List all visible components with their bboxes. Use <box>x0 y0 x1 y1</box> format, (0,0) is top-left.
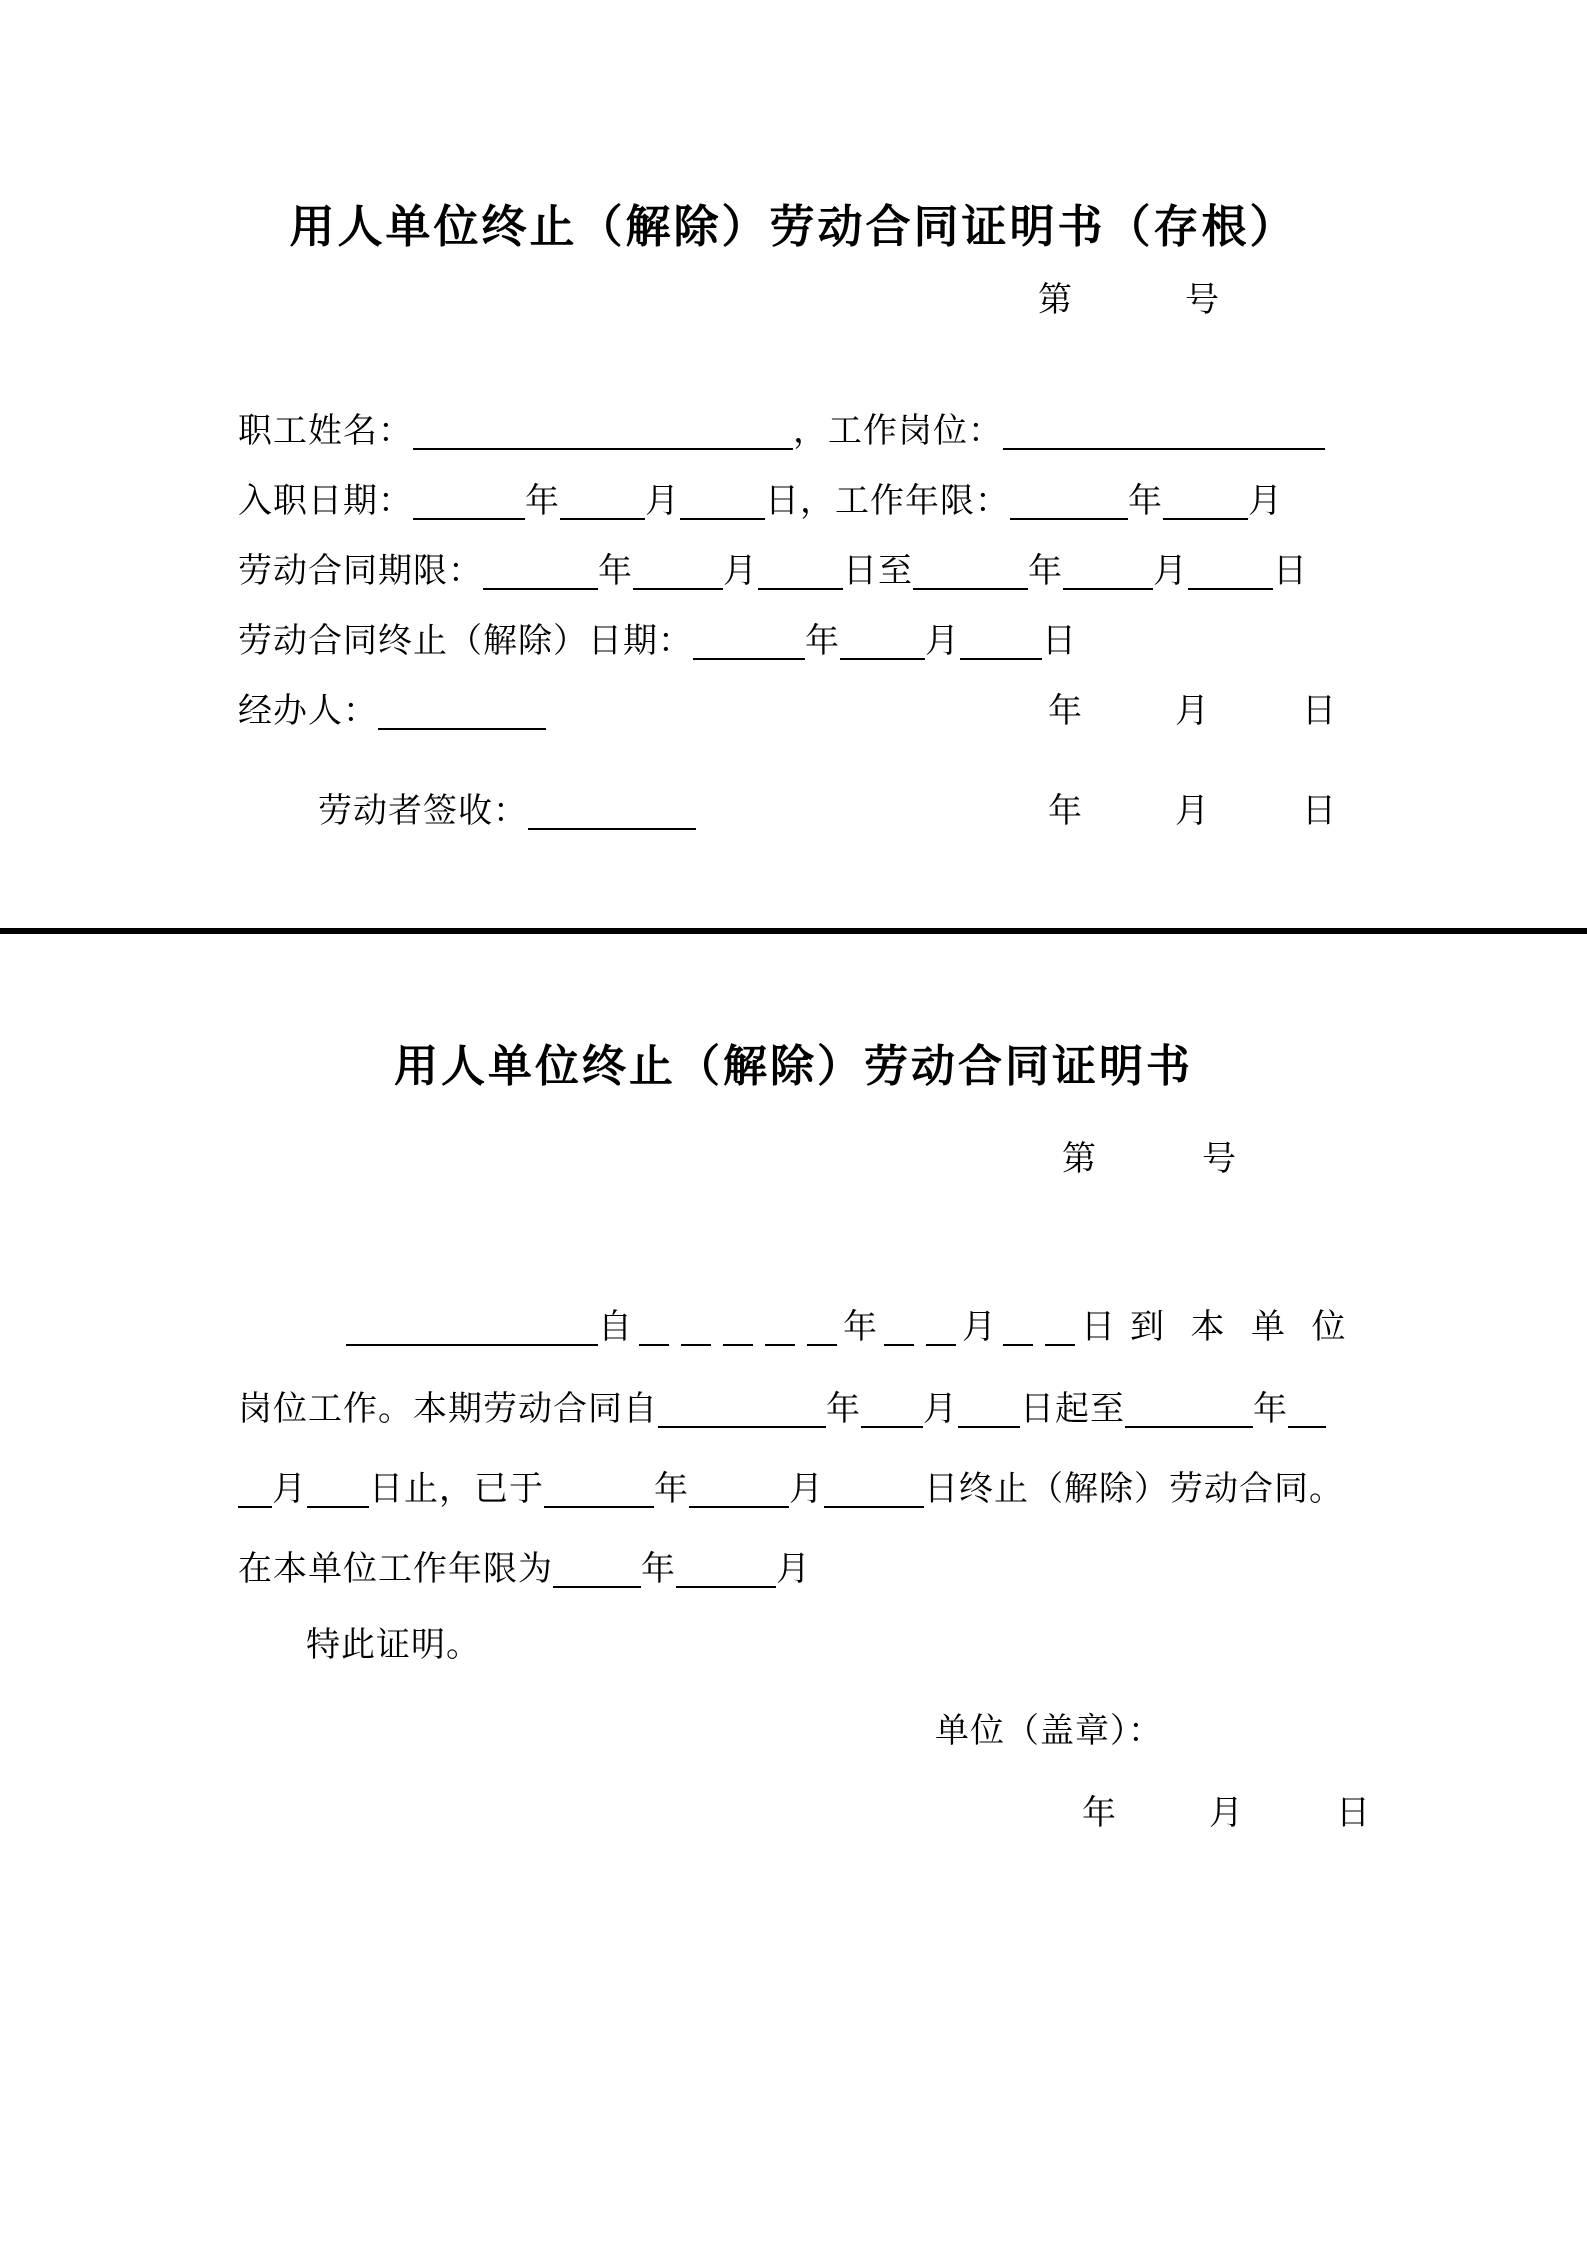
day-label: 日 <box>1302 793 1337 830</box>
cert-body-line3 <box>238 1470 1344 1510</box>
stub-number-prefix: 第 <box>1038 282 1073 319</box>
terminate-day-blank[interactable] <box>824 1472 924 1508</box>
year-label: 年 <box>805 623 840 660</box>
term-end-day-blank[interactable] <box>1188 554 1273 590</box>
stub-sign-date-line <box>1048 792 1337 832</box>
contract-start-year-blank[interactable] <box>658 1392 826 1428</box>
ended-on-text: 日止，已于 <box>369 1471 544 1508</box>
tenure-year-blank[interactable] <box>1010 484 1128 520</box>
day-label: 日 <box>1336 1795 1371 1832</box>
term-start-day-blank[interactable] <box>758 554 843 590</box>
stub-title: 用人单位终止（解除）劳动合同证明书（存根） <box>289 201 1298 252</box>
cert-date-line <box>1082 1794 1371 1834</box>
cert-body-line2 <box>238 1390 1326 1430</box>
term-start-year-blank[interactable] <box>483 554 598 590</box>
tenure-label: 工作年限： <box>835 483 1010 520</box>
start-year-blank[interactable] <box>765 1310 795 1346</box>
month-label: 月 <box>923 1391 958 1428</box>
hire-day-blank[interactable] <box>680 484 765 520</box>
cut-line-divider <box>0 928 1587 934</box>
termination-year-blank[interactable] <box>693 624 805 660</box>
contract-from-text: 岗位工作。本期劳动合同自 <box>238 1391 658 1428</box>
day-label: 日 <box>1081 1309 1116 1346</box>
year-label: 年 <box>1082 1795 1117 1832</box>
service-year-blank[interactable] <box>553 1552 641 1588</box>
termination-day-blank[interactable] <box>960 624 1042 660</box>
stub-sign-line <box>318 792 696 832</box>
month-label: 月 <box>1175 693 1210 730</box>
year-label: 年 <box>1028 553 1063 590</box>
job-position-blank[interactable] <box>1003 414 1325 450</box>
stub-number-line <box>1038 281 1220 321</box>
year-label: 年 <box>1048 693 1083 730</box>
worker-sign-blank[interactable] <box>528 794 696 830</box>
start-day-blank[interactable] <box>1045 1310 1075 1346</box>
month-label: 月 <box>1248 483 1283 520</box>
cert-number-prefix: 第 <box>1062 1141 1097 1178</box>
termination-month-blank[interactable] <box>840 624 925 660</box>
month-label: 月 <box>925 623 960 660</box>
stub-contract-term-line <box>238 552 1308 592</box>
day-label: 日 <box>1302 693 1337 730</box>
month-label: 月 <box>1209 1795 1244 1832</box>
terminated-text: 日终止（解除）劳动合同。 <box>924 1471 1344 1508</box>
employee-name-label: 职工姓名： <box>238 413 413 450</box>
cert-closing-line <box>306 1626 481 1666</box>
start-year-blank[interactable] <box>681 1310 711 1346</box>
contract-term-label: 劳动合同期限： <box>238 553 483 590</box>
term-start-month-blank[interactable] <box>633 554 723 590</box>
worker-sign-label: 劳动者签收： <box>318 793 528 830</box>
cert-name-blank[interactable] <box>346 1310 598 1346</box>
hereby-certify-text: 特此证明。 <box>306 1627 481 1664</box>
start-month-blank[interactable] <box>926 1310 956 1346</box>
cert-body-line1 <box>238 1308 1347 1348</box>
year-label: 年 <box>654 1471 689 1508</box>
unit-seal-label: 单位（盖章）： <box>935 1713 1163 1750</box>
start-day-blank[interactable] <box>1003 1310 1033 1346</box>
year-label: 年 <box>598 553 633 590</box>
day-label: 日 <box>1042 623 1077 660</box>
month-label: 月 <box>776 1551 811 1588</box>
contract-start-day-blank[interactable] <box>958 1392 1020 1428</box>
month-label: 月 <box>272 1471 307 1508</box>
joined-unit-text: 到 本 单 位 <box>1130 1309 1347 1346</box>
tenure-month-blank[interactable] <box>1163 484 1248 520</box>
service-years-text: 在本单位工作年限为 <box>238 1551 553 1588</box>
stub-handler-date-line <box>1048 692 1337 732</box>
start-year-blank[interactable] <box>723 1310 753 1346</box>
term-end-year-blank[interactable] <box>913 554 1028 590</box>
contract-end-day-blank[interactable] <box>307 1472 369 1508</box>
year-label: 年 <box>1048 793 1083 830</box>
hire-year-blank[interactable] <box>413 484 525 520</box>
cert-body-line4 <box>238 1550 811 1590</box>
until-text: 日起至 <box>1020 1391 1125 1428</box>
contract-end-month-blank-2[interactable] <box>238 1472 272 1508</box>
month-label: 月 <box>789 1471 824 1508</box>
day-label: 日 <box>843 553 878 590</box>
cert-number-line <box>1062 1140 1237 1180</box>
hire-date-label: 入职日期： <box>238 483 413 520</box>
year-label: 年 <box>641 1551 676 1588</box>
handler-label: 经办人： <box>238 693 378 730</box>
service-month-blank[interactable] <box>676 1552 776 1588</box>
stub-name-line <box>238 412 1325 452</box>
month-label: 月 <box>1153 553 1188 590</box>
cert-title: 用人单位终止（解除）劳动合同证明书 <box>394 1042 1193 1091</box>
month-label: 月 <box>723 553 758 590</box>
stub-hire-date-line <box>238 482 1283 522</box>
year-label: 年 <box>843 1309 878 1346</box>
term-end-month-blank[interactable] <box>1063 554 1153 590</box>
terminate-month-blank[interactable] <box>689 1472 789 1508</box>
stub-handler-line <box>238 692 546 732</box>
cert-number-suffix: 号 <box>1202 1141 1237 1178</box>
month-label: 月 <box>645 483 680 520</box>
start-month-blank[interactable] <box>884 1310 914 1346</box>
to-label: 至 <box>878 553 913 590</box>
zi-label: 自 <box>598 1309 633 1346</box>
day-label: 日 <box>1273 553 1308 590</box>
contract-end-year-blank[interactable] <box>1125 1392 1253 1428</box>
start-year-blank[interactable] <box>639 1310 669 1346</box>
employee-name-blank[interactable] <box>413 414 793 450</box>
start-year-blank[interactable] <box>807 1310 837 1346</box>
contract-start-month-blank[interactable] <box>861 1392 923 1428</box>
year-label: 年 <box>826 1391 861 1428</box>
hire-month-blank[interactable] <box>560 484 645 520</box>
handler-blank[interactable] <box>378 694 546 730</box>
comma: ， <box>800 483 835 520</box>
cert-seal-line <box>935 1712 1163 1752</box>
comma: ， <box>793 413 828 450</box>
stub-number-suffix: 号 <box>1185 282 1220 319</box>
month-label: 月 <box>1175 793 1210 830</box>
day-label: 日 <box>765 483 800 520</box>
terminate-year-blank[interactable] <box>544 1472 654 1508</box>
termination-date-label: 劳动合同终止（解除）日期： <box>238 623 693 660</box>
year-label: 年 <box>1253 1391 1288 1428</box>
month-label: 月 <box>962 1309 997 1346</box>
year-label: 年 <box>1128 483 1163 520</box>
year-label: 年 <box>525 483 560 520</box>
job-position-label: 工作岗位： <box>828 413 1003 450</box>
contract-end-month-blank-1[interactable] <box>1288 1392 1326 1428</box>
stub-termination-date-line <box>238 622 1077 662</box>
